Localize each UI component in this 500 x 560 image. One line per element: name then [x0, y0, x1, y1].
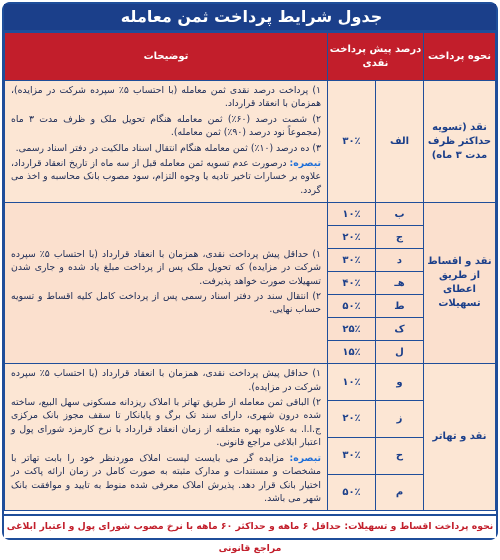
option-percent: ۱۰٪ — [328, 203, 376, 226]
option-code: ج — [376, 226, 424, 249]
description-cell — [5, 364, 328, 511]
description-cell — [5, 81, 328, 203]
footer-note — [4, 514, 496, 554]
method-cash: نقد (تسویه حداکثر ظرف مدت ۳ ماه) — [424, 81, 496, 203]
description-paragraph: ۲) شصت درصد (۶۰٪) ثمن معامله هنگام تحویل ملک و ظرف مدت ۳ ماه (مجموعاً نود درصد (۹۰٪) ثمن معامله). — [11, 113, 321, 139]
description-paragraph: ۳) ده درصد (۱۰٪) ثمن معامله هنگام انتقال اسناد مالکیت در دفتر اسناد رسمی. — [15, 142, 321, 154]
option-code: ک — [376, 318, 424, 341]
payment-terms-table-card — [2, 2, 498, 554]
payment-terms-table — [4, 32, 496, 511]
header-percent: درصد پیش پرداخت نقدی — [328, 33, 424, 81]
description-paragraph: ۱) حداقل پیش پرداخت نقدی، همزمان با انعقاد قرارداد (با احتساب ۵٪ سپرده شرکت در مزایده) که تحویل ملک پس از پرداخت مبلغ یاد شده و جاری شدن تسهیلات صورت خواهد پذیرفت. — [11, 248, 321, 287]
header-description: توضیحات — [5, 33, 328, 81]
option-percent: ۲۰٪ — [328, 401, 376, 438]
note-paragraph — [11, 157, 321, 197]
option-code: الف — [376, 81, 424, 203]
table-header-row — [5, 33, 496, 81]
option-percent: ۲۰٪ — [328, 226, 376, 249]
description-paragraph: ۲) الباقی ثمن معامله از طریق تهاتر با املاک ریزدانه مسکونی سهل البیع، ساخته شده درون شهری، دارای سند تک برگ و پایانکار تا سقف مجوز بانک مرکزی ج.ا.ا. به علاوه بهره متعلقه از زمان انعقاد قرارداد با نرخ کارمزد شورای پول و اعتبار ابلاغی مراجع قانونی. — [11, 397, 321, 449]
option-code: هـ — [376, 272, 424, 295]
note-label: تبصره: — [289, 452, 321, 464]
option-code: د — [376, 249, 424, 272]
header-method: نحوه پرداخت — [424, 33, 496, 81]
option-percent: ۲۵٪ — [328, 318, 376, 341]
note-paragraph — [11, 452, 321, 506]
note-text: درصورت عدم تسویه ثمن معامله قبل از سه ماه از تاریخ انعقاد قرارداد، علاوه بر خسارات تاخیر تادیه یا وجوه التزام، سود مصوب بانک محاسبه و اخذ می گردد. — [11, 158, 321, 196]
option-code: ب — [376, 203, 424, 226]
option-code: م — [376, 474, 424, 511]
table-title — [4, 4, 496, 32]
option-code: ل — [376, 341, 424, 364]
description-paragraph: ۱) حداقل پیش پرداخت نقدی، همزمان با انعقاد قرارداد (با احتساب ۵٪ سپرده شرکت در مزایده). — [11, 368, 321, 393]
option-percent: ۴۰٪ — [328, 272, 376, 295]
option-percent: ۵۰٪ — [328, 295, 376, 318]
option-code: و — [376, 364, 424, 401]
option-percent: ۳۰٪ — [328, 437, 376, 474]
option-percent: ۵۰٪ — [328, 474, 376, 511]
note-label: تبصره: — [289, 158, 321, 170]
table-row — [5, 203, 496, 226]
description-paragraph: ۲) انتقال سند در دفتر اسناد رسمی پس از پرداخت کامل کلیه اقساط و تسویه حساب نهایی. — [11, 290, 321, 316]
option-percent: ۱۵٪ — [328, 341, 376, 364]
note-text: مزایده گر می بایست لیست املاک موردنظر خود را بابت تهاتر با مشخصات و مستندات و مدارک مثبته به صورت کامل در زمان ارائه پاکت در اختیار بانک قرار دهد. پذیرش املاک معرفی شده منوط به تایید و موافقت بانک شهر می باشد. — [11, 452, 321, 504]
option-code: ط — [376, 295, 424, 318]
description-paragraph: ۱) پرداخت درصد نقدی ثمن معامله (با احتساب ۵٪ سپرده شرکت در مزایده)، همزمان با انعقاد قرارداد. — [11, 85, 321, 110]
table-row — [5, 364, 496, 401]
option-percent: ۳۰٪ — [328, 249, 376, 272]
option-percent: ۳۰٪ — [328, 81, 376, 203]
method-cash-installments: نقد و اقساط از طریق اعطای تسهیلات — [424, 203, 496, 364]
option-code: ح — [376, 437, 424, 474]
table-row — [5, 81, 496, 203]
footer-text: نحوه پرداخت اقساط و تسهیلات: حداقل ۶ ماهه و حداکثر ۶۰ ماهه با نرخ مصوب شورای پول و اعتبار ابلاغی مراجع قانونی — [6, 521, 494, 554]
title-text: جدول شرایط پرداخت ثمن معامله — [120, 7, 383, 26]
option-code: ز — [376, 401, 424, 438]
method-cash-barter: نقد و تهاتر — [424, 364, 496, 511]
option-percent: ۱۰٪ — [328, 364, 376, 401]
description-cell — [5, 203, 328, 364]
